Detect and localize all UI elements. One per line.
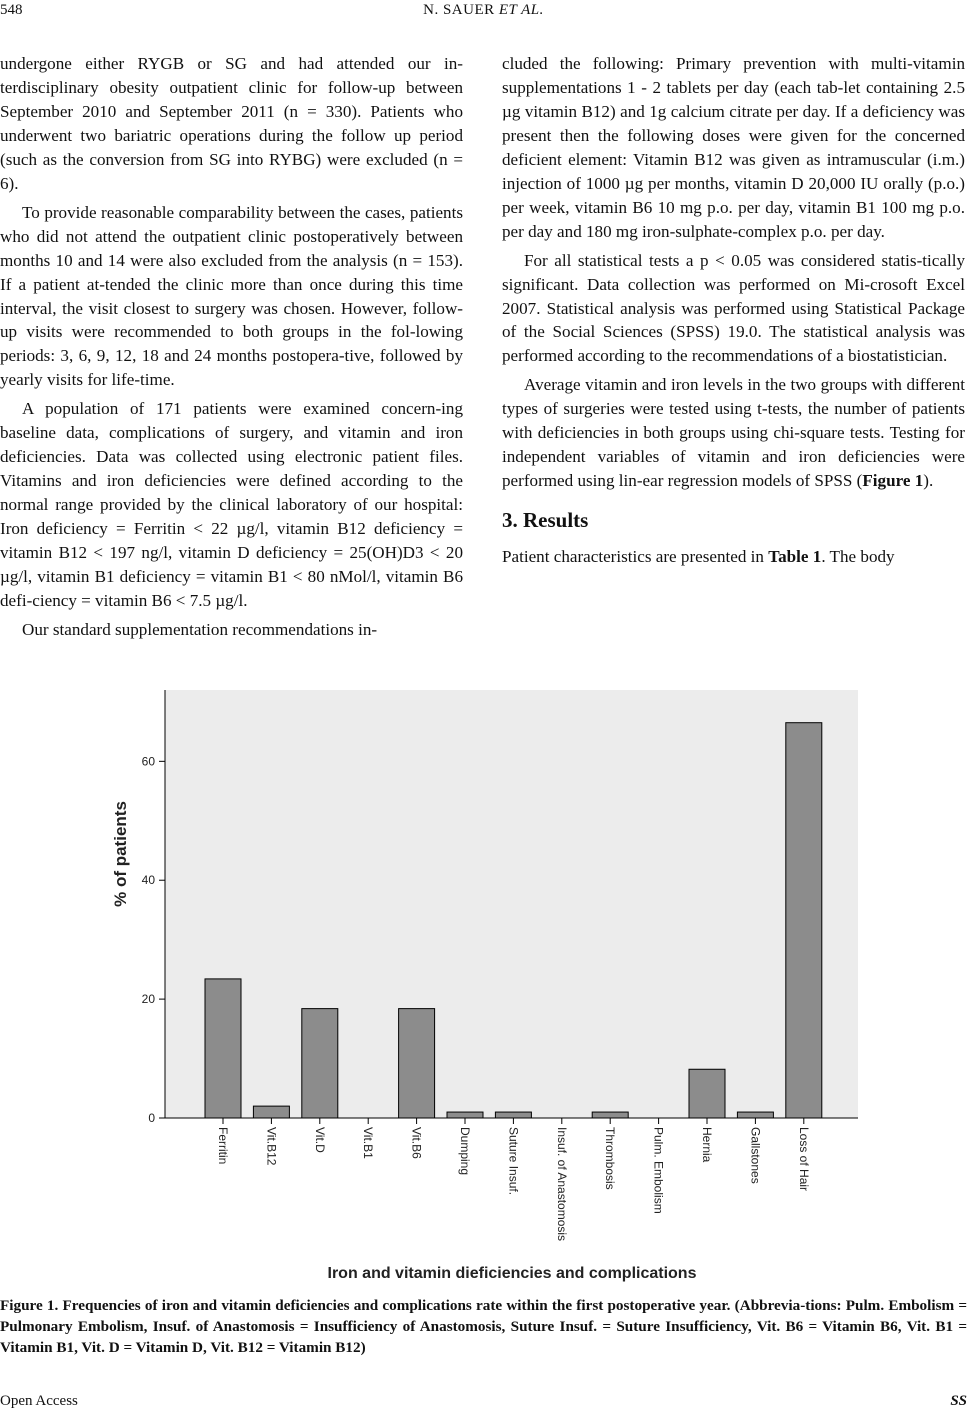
right-column bbox=[502, 52, 965, 574]
plot-area bbox=[165, 690, 858, 1118]
x-tick-label: Vit.D bbox=[312, 1127, 327, 1153]
journal-abbrev: SS bbox=[950, 1393, 967, 1409]
p4-text: Patient characteristics are presented in bbox=[502, 547, 769, 567]
bar bbox=[689, 1069, 725, 1118]
p3-text: Average vitamin and iron levels in the two groups with different types of surgeries were tested using t-tests, the number of patients with deficiencies in both groups using chi-square tests. Testing for independent variables of vitamin and iron deficiencies were performed using lin-ear regression models of SPSS ( bbox=[502, 375, 965, 491]
right-paragraph-4 bbox=[502, 545, 965, 569]
left-paragraph-3: A population of 171 patients were examined concern-ing baseline data, complications of surgery, and vitamin and iron deficiencies. Data was collected using electronic patient files. Vitamins and iron deficiencies were defined according to the normal range provided by the clinical laboratory of our hospital: Iron deficiency = Ferritin < 22 µg/l, vitamin B12 deficiency = vitamin B12 < 197 ng/l, vitamin D deficiency = 25(OH)D3 < 20 µg/l, vitamin B1 deficiency = vitamin B1 < 80 nMol/l, vitamin B6 defi-ciency = vitamin B6 < 7.5 µg/l. bbox=[0, 399, 463, 610]
y-tick-label: 40 bbox=[141, 873, 155, 888]
left-column bbox=[0, 52, 463, 647]
page-header bbox=[0, 0, 967, 30]
x-tick-label: Hernia bbox=[700, 1127, 714, 1163]
figure-reference-link[interactable]: Figure 1 bbox=[862, 471, 924, 491]
x-axis-label: Iron and vitamin dieficiencies and complications bbox=[327, 1265, 697, 1282]
open-access-label: Open Access bbox=[0, 1393, 78, 1409]
right-paragraph-2: For all statistical tests a p < 0.05 was considered statis-tically significant. Data collection was performed on Mi-crosoft Excel 2007. Statistical analysis was performed using Statistical Package of the Social Sciences (SPSS) 19.0. The statistical analysis was performed according to the recommendations of a biostatistician. bbox=[502, 250, 965, 366]
running-title-etal: ET AL. bbox=[498, 2, 544, 18]
bar bbox=[253, 1106, 289, 1118]
bar-chart bbox=[100, 688, 862, 1286]
bar bbox=[205, 979, 241, 1118]
page-number: 548 bbox=[0, 2, 23, 18]
bar bbox=[302, 1009, 338, 1118]
y-tick-label: 60 bbox=[141, 754, 155, 769]
y-tick-label: 0 bbox=[148, 1111, 155, 1125]
bar bbox=[399, 1009, 435, 1118]
x-tick-label: Pulm. Embolism bbox=[651, 1127, 666, 1214]
x-tick-label: Thrombosis bbox=[603, 1127, 618, 1190]
left-paragraph-4: Our standard supplementation recommendations in- bbox=[22, 619, 378, 639]
bar bbox=[495, 1112, 531, 1118]
table-reference-link[interactable]: Table 1 bbox=[768, 547, 822, 567]
figure-caption: Figure 1. Frequencies of iron and vitamin deficiencies and complications rate within the first postoperative year. (Abbrevia-tions: Pulm. Embolism = Pulmonary Embolism, Insuf. of Anastomosis = Insufficiency of Anastomosis, Suture Insuf. = Suture Insufficiency, Vit. B6 = Vitamin B6, Vit. B1 = Vitamin B1, Vit. D = Vitamin D, Vit. B12 = Vitamin B12) bbox=[0, 1297, 967, 1356]
x-tick-label: Gallstones bbox=[748, 1127, 763, 1184]
x-tick-label: Insuf. of Anastomosis bbox=[554, 1127, 569, 1242]
left-paragraph-1: undergone either RYGB or SG and had attended our in-terdisciplinary obesity outpatient clinic for follow-up between September 2010 and September 2011 (n = 330). Patients who underwent two bariatric operations during the follow up period (such as the conversion from SG into RYBG) were excluded (n = 6). bbox=[0, 54, 463, 193]
section-heading-results: 3. Results bbox=[502, 508, 589, 533]
x-tick-label: Dumping bbox=[458, 1127, 472, 1176]
right-paragraph-3 bbox=[502, 373, 965, 493]
x-tick-label: Loss of Hair bbox=[796, 1127, 811, 1192]
bar bbox=[447, 1112, 483, 1118]
running-title-author: N. SAUER bbox=[423, 2, 495, 18]
left-paragraph-2: To provide reasonable comparability between the cases, patients who did not attend the outpatient clinic postoperatively between months 10 and 14 were also excluded from the analysis (n = 153). If a patient at-tended the clinic more than once during this time interval, the visit closest to surgery was chosen. However, follow-up visits were recommended to both groups in the fol-lowing periods: 3, 6, 9, 12, 18 and 24 months postopera-tive, followed by yearly visits for life-time. bbox=[0, 202, 463, 390]
p4-text-end: . The body bbox=[821, 547, 895, 567]
x-tick-label: Vit.B1 bbox=[361, 1127, 376, 1159]
y-tick-label: 20 bbox=[141, 992, 155, 1007]
right-paragraph-1: cluded the following: Primary prevention with multi-vitamin supplementations 1 - 2 tablets per day (each tab-let containing 2.5 µg vitamin B12) and 1g calcium citrate per day. If a deficiency was present then the following doses were given for the concerned deficient element: Vitamin B12 was given as intramuscular (i.m.) injection of 1000 µg per months, vitamin D 20,000 IU orally (p.o.) per week, vitamin B6 10 mg p.o. per day, vitamin B1 100 mg p.o. per day and 180 mg iron-sulphate-complex p.o. per day. bbox=[502, 54, 965, 241]
y-axis-label: % of patients bbox=[111, 801, 130, 907]
bar bbox=[786, 723, 822, 1118]
x-tick-label: Suture Insuf. bbox=[506, 1127, 521, 1196]
x-tick-label: Vit.B12 bbox=[264, 1127, 279, 1166]
running-title bbox=[0, 2, 967, 19]
figure-1 bbox=[100, 688, 862, 1286]
x-tick-label: Vit.B6 bbox=[409, 1127, 424, 1159]
bar bbox=[592, 1112, 628, 1118]
bar bbox=[737, 1112, 773, 1118]
x-tick-label: Ferritin bbox=[216, 1127, 230, 1165]
p3-text-end: ). bbox=[923, 471, 934, 491]
